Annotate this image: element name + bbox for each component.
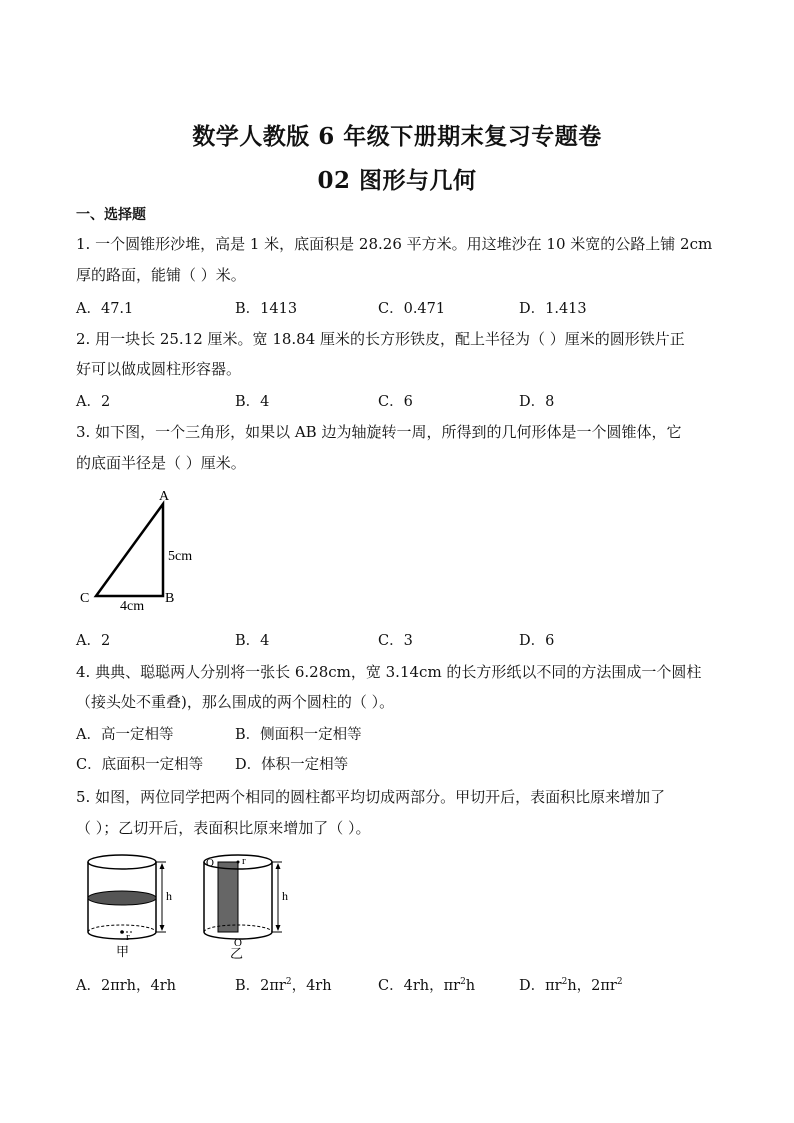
q4-option-b: B．侧面积一定相等 — [235, 727, 362, 743]
vertex-b-label: B — [165, 591, 175, 606]
side-cb-length: 4cm — [120, 599, 145, 614]
vertex-c-label: C — [80, 591, 90, 606]
question-3-line2: 的底面半径是（ ）厘米。 — [76, 454, 246, 472]
q1-option-a: A．47.1 — [76, 301, 134, 317]
page-title: 数学人教版 6 年级下册期末复习专题卷 — [192, 123, 602, 150]
q4-option-a: A．高一定相等 — [76, 727, 174, 743]
q2-option-b: B．4 — [235, 394, 270, 410]
q5-option-b: B．$2\pi r^2$，4rh — [235, 977, 332, 994]
q1-option-d: D．1.413 — [519, 301, 587, 317]
figure-label-jia: 甲 — [116, 944, 130, 959]
triangle-figure — [76, 484, 216, 616]
top-center-label: O — [206, 857, 214, 869]
cylinder-jia-figure — [82, 850, 192, 962]
question-1-line2: 厚的路面，能铺（ ）米。 — [76, 266, 246, 284]
q2-option-a: A．2 — [76, 394, 111, 410]
q2-option-c: C．6 — [378, 394, 413, 410]
q3-option-b: B．4 — [235, 633, 270, 649]
question-1-line1: 1. 一个圆锥形沙堆，高是 1 米，底面积是 28.26 平方米。用这堆沙在 10 米宽的公路上铺 2cm — [76, 235, 713, 253]
q3-option-d: D．6 — [519, 633, 555, 649]
radius-label: r — [242, 855, 246, 867]
height-label: h — [166, 889, 172, 903]
cylinder-yi-figure — [198, 850, 298, 962]
height-label: h — [282, 889, 288, 903]
q4-option-d: D．体积一定相等 — [235, 757, 349, 773]
question-5-line2: （ ）；乙切开后，表面积比原来增加了（ ）。 — [76, 819, 371, 837]
q5-option-c: C．4rh，$\pi r^2h$ — [378, 977, 476, 994]
q1-option-c: C．0.471 — [378, 301, 446, 317]
side-ab-length: 5cm — [168, 549, 193, 564]
question-4-line1: 4. 典典、聪聪两人分别将一张长 6.28cm，宽 3.14cm 的长方形纸以不同的方法围成一个圆柱 — [76, 663, 702, 681]
q2-option-d: D．8 — [519, 394, 555, 410]
question-2-line2: 好可以做成圆柱形容器。 — [76, 360, 242, 378]
question-2-line1: 2. 用一块长 25.12 厘米。宽 18.84 厘米的长方形铁皮，配上半径为（ ）厘米的圆形铁片正 — [76, 330, 685, 348]
q3-option-a: A．2 — [76, 633, 111, 649]
figure-label-yi: 乙 — [230, 946, 244, 961]
question-3-line1: 3. 如下图，一个三角形，如果以 AB 边为轴旋转一周，所得到的几何形体是一个圆锥体，它 — [76, 423, 682, 441]
triangle-shape — [96, 504, 163, 596]
q4-option-c: C．底面积一定相等 — [76, 757, 204, 773]
radius-label: r — [126, 931, 130, 943]
q1-option-b: B．1413 — [235, 301, 298, 317]
q5-option-d: D．$\pi r^2h$，$2\pi r^2$ — [519, 977, 623, 994]
bottom-center-label: O — [234, 937, 242, 949]
q3-option-c: C．3 — [378, 633, 413, 649]
page-subtitle: 02 图形与几何 — [317, 167, 477, 194]
vertex-a-label: A — [159, 489, 170, 504]
cut-section-horizontal — [88, 891, 156, 905]
cut-section-vertical — [218, 862, 238, 932]
question-4-line2: （接头处不重叠)，那么围成的两个圆柱的（ ）。 — [76, 693, 395, 711]
question-5-line1: 5. 如图，两位同学把两个相同的圆柱都平均切成两部分。甲切开后，表面积比原来增加了 — [76, 788, 666, 806]
q5-option-a: A．2πrh，4rh — [76, 978, 176, 994]
section-heading: 一、选择题 — [76, 207, 146, 223]
